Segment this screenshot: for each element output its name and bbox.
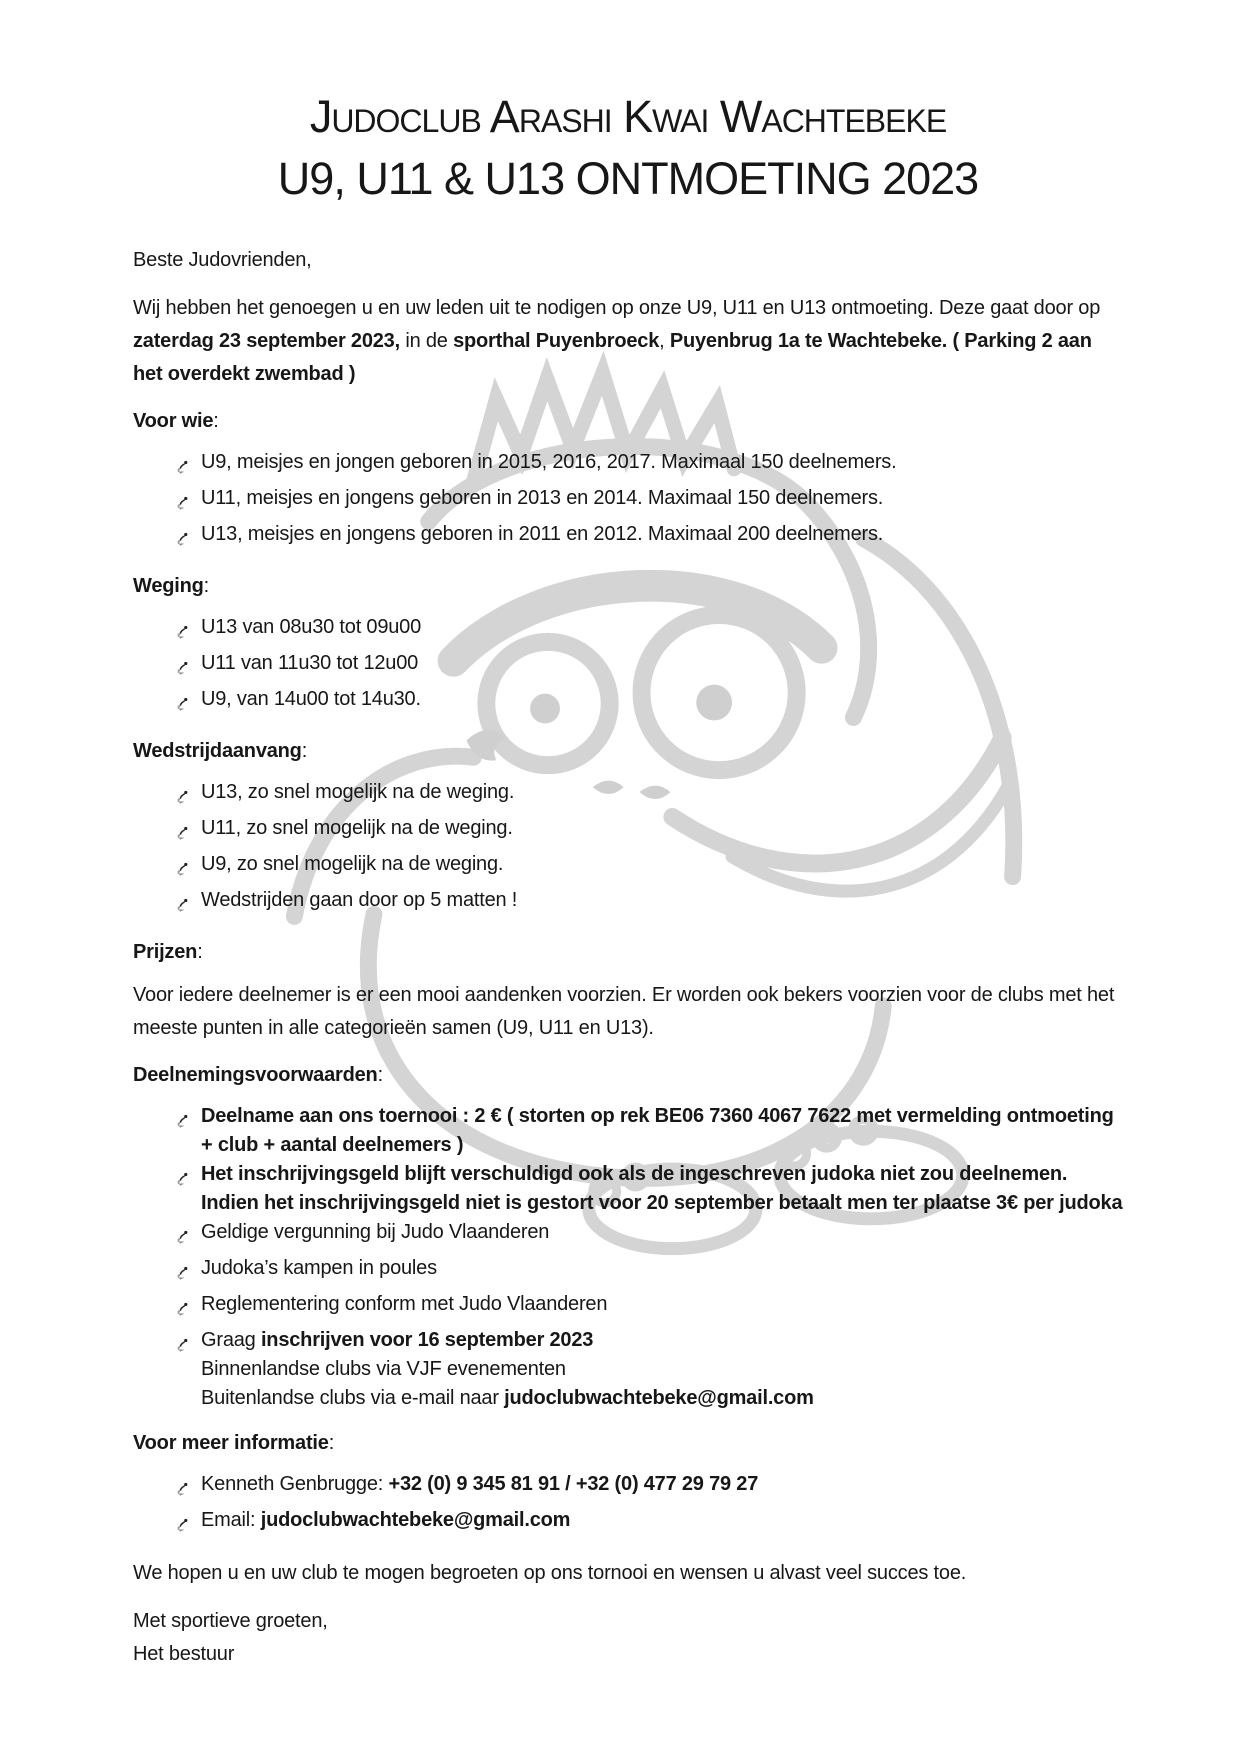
list-item: U13, zo snel mogelijk na de weging.: [133, 778, 1123, 814]
contact-phone-item: Kenneth Genbrugge: +32 (0) 9 345 81 91 / +32 (0) 477 29 79 27: [201, 1473, 759, 1496]
section-heading-deelnemingsvoorwaarden: Deelnemingsvoorwaarden:: [133, 1064, 383, 1087]
list-item: U9, meisjes en jongen geboren in 2015, 2016, 2017. Maximaal 150 deelnemers.: [133, 448, 1123, 484]
section-heading-weging: Weging:: [133, 575, 210, 598]
event-date: zaterdag 23 september 2023,: [133, 330, 400, 353]
list-item: U11, zo snel mogelijk na de weging.: [133, 814, 1123, 850]
venue-address: Puyenbrug 1a te Wachtebeke. ( Parking 2 aan het overdekt zwembad ): [133, 330, 1092, 386]
judo-bullet-icon: [175, 1290, 201, 1326]
list-item: [133, 1102, 1123, 1160]
phone-numbers: +32 (0) 9 345 81 91 / +32 (0) 477 29 79 27: [388, 1473, 759, 1496]
voorwie-list: [133, 448, 1123, 556]
contact-email-item: Email: judoclubwachtebeke@gmail.com: [201, 1509, 571, 1532]
list-item: Judoka’s kampen in poules: [133, 1254, 1123, 1290]
signoff: [133, 1605, 1123, 1671]
section-heading-prijzen: Prijzen:: [133, 941, 203, 964]
page-title: [133, 86, 1123, 210]
judo-bullet-icon: [175, 1254, 201, 1290]
wedstrijdaanvang-list: [133, 778, 1123, 922]
list-item: U9, zo snel mogelijk na de weging.: [133, 850, 1123, 886]
payment-rule-item: Het inschrijvingsgeld blijft verschuldigd ook als de ingeschreven judoka niet zou deelnemen. Indien het inschrijvingsgeld niet is gestort voor 20 september betaalt men ter plaatse 3€ per judoka: [201, 1163, 1123, 1215]
list-item: [133, 1470, 1123, 1506]
intro-paragraph: Wij hebben het genoegen u en uw leden uit te nodigen op onze U9, U11 en U13 ontmoeting. Deze gaat door op zaterdag 23 september 2023, in de sporthal Puyenbroeck, Puyenbrug 1a te Wachtebeke. ( Parking 2 aan het overdekt zwembad ): [133, 297, 1101, 386]
judo-bullet-icon: [175, 814, 201, 850]
closing-paragraph: We hopen u en uw club te mogen begroeten op ons tornooi en wensen u alvast veel succes toe.: [133, 1562, 967, 1585]
judo-bullet-icon: [175, 1506, 201, 1542]
entry-fee-item: Deelname aan ons toernooi : 2 € ( storten op rek BE06 7360 4067 7622 met vermelding ontmoeting + club + aantal deelnemers ): [201, 1105, 1114, 1157]
registration-foreign: Buitenlandse clubs via e-mail naar judoclubwachtebeke@gmail.com: [201, 1387, 814, 1410]
judo-bullet-icon: [175, 850, 201, 886]
signoff-sender: Het bestuur: [133, 1643, 235, 1666]
contact-email: judoclubwachtebeke@gmail.com: [260, 1509, 571, 1532]
venue-name: sporthal Puyenbroeck: [453, 330, 660, 353]
voorwaarden-list: [133, 1102, 1123, 1413]
registration-deadline: inschrijven voor 16 september 2023: [260, 1329, 594, 1352]
list-item: Geldige vergunning bij Judo Vlaanderen: [133, 1218, 1123, 1254]
prijzen-paragraph: Voor iedere deelnemer is er een mooi aandenken voorzien. Er worden ook bekers voorzien voor de clubs met het meeste punten in alle categorieën samen (U9, U11 en U13).: [133, 984, 1115, 1040]
list-item: U11, meisjes en jongens geboren in 2013 en 2014. Maximaal 150 deelnemers.: [133, 484, 1123, 520]
judo-bullet-icon: [175, 1326, 201, 1362]
list-item: Wedstrijden gaan door op 5 matten !: [133, 886, 1123, 922]
judo-bullet-icon: [175, 1218, 201, 1254]
signoff-greeting: Met sportieve groeten,: [133, 1610, 328, 1633]
club-name: Judoclub Arashi Kwai Wachtebeke: [309, 91, 947, 142]
judo-bullet-icon: [175, 613, 201, 649]
list-item: Reglementering conform met Judo Vlaanderen: [133, 1290, 1123, 1326]
info-list: [133, 1470, 1123, 1542]
judo-bullet-icon: [175, 778, 201, 814]
judo-bullet-icon: [175, 649, 201, 685]
judo-bullet-icon: [175, 484, 201, 520]
list-item: U11 van 11u30 tot 12u00: [133, 649, 1123, 685]
judo-bullet-icon: [175, 1470, 201, 1506]
weging-list: [133, 613, 1123, 721]
judo-bullet-icon: [175, 520, 201, 556]
list-item: U13, meisjes en jongens geboren in 2011 en 2012. Maximaal 200 deelnemers.: [133, 520, 1123, 556]
judo-bullet-icon: [175, 886, 201, 922]
section-heading-wedstrijdaanvang: Wedstrijdaanvang:: [133, 740, 308, 763]
list-item: [133, 1160, 1123, 1218]
registration-item: Graag inschrijven voor 16 september 2023 Binnenlandse clubs via VJF evenementen Buitenlandse clubs via e-mail naar judoclubwachtebeke@gmail.com: [201, 1326, 814, 1413]
list-item: [133, 1506, 1123, 1542]
judo-bullet-icon: [175, 1102, 201, 1138]
registration-email: judoclubwachtebeke@gmail.com: [504, 1387, 814, 1410]
registration-domestic: Binnenlandse clubs via VJF evenementen: [201, 1358, 566, 1381]
list-item: [133, 1326, 1123, 1413]
judo-bullet-icon: [175, 448, 201, 484]
greeting: Beste Judovrienden,: [133, 249, 312, 272]
section-heading-voorwie: Voor wie:: [133, 410, 219, 433]
section-heading-info: Voor meer informatie:: [133, 1432, 335, 1455]
judo-bullet-icon: [175, 685, 201, 721]
list-item: U13 van 08u30 tot 09u00: [133, 613, 1123, 649]
event-name: U9, U11 & U13 ONTMOETING 2023: [277, 153, 979, 205]
judo-bullet-icon: [175, 1160, 201, 1196]
list-item: U9, van 14u00 tot 14u30.: [133, 685, 1123, 721]
